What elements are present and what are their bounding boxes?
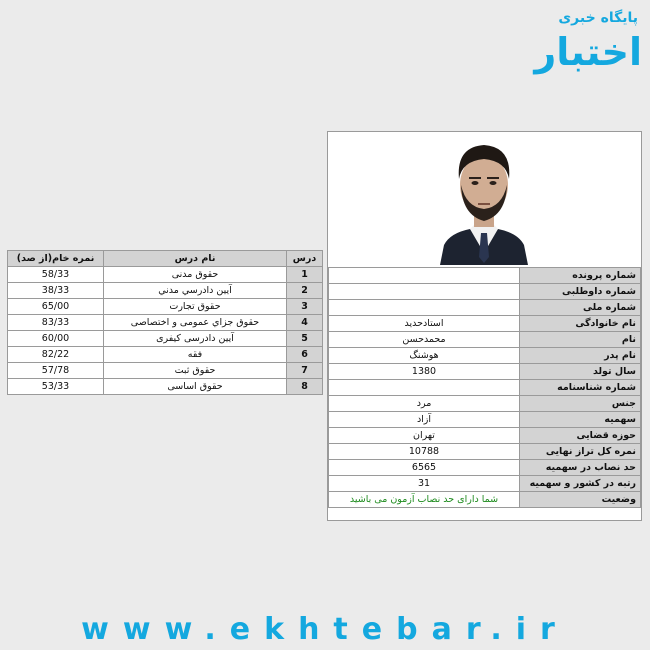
info-row-first-name — [329, 332, 641, 348]
logo-title: اختبار — [534, 30, 642, 74]
info-row-national-id — [329, 300, 641, 316]
info-row-status — [329, 492, 641, 508]
course-number: 4 — [287, 315, 323, 331]
info-label: وضعیت — [520, 492, 641, 508]
info-row-gender — [329, 396, 641, 412]
course-number: 8 — [287, 379, 323, 395]
info-value: 6565 — [329, 460, 520, 476]
courses-table — [7, 250, 323, 395]
info-value: 1380 — [329, 364, 520, 380]
course-number: 7 — [287, 363, 323, 379]
course-name: حقوق جزاي عمومی و اختصاصی — [104, 315, 287, 331]
info-value — [329, 380, 520, 396]
info-value: محمدحسن — [329, 332, 520, 348]
candidate-info-table — [328, 267, 641, 508]
info-row-rank — [329, 476, 641, 492]
info-label: نام پدر — [520, 348, 641, 364]
course-score: 38/33 — [8, 283, 104, 299]
info-row-birth-year — [329, 364, 641, 380]
info-value — [329, 284, 520, 300]
info-value: استادحدید — [329, 316, 520, 332]
course-name: حقوق اساسی — [104, 379, 287, 395]
table-row — [8, 267, 323, 283]
info-value: هوشنگ — [329, 348, 520, 364]
course-score: 58/33 — [8, 267, 104, 283]
header-raw-score: نمره خام(از صد) — [8, 251, 104, 267]
info-label: حوزه قضایی — [520, 428, 641, 444]
info-label: نام خانوادگی — [520, 316, 641, 332]
info-row-quota-threshold — [329, 460, 641, 476]
info-value — [329, 300, 520, 316]
logo-subtitle: پایگاه خبری — [558, 10, 638, 26]
info-row-applicant-number — [329, 284, 641, 300]
course-number: 2 — [287, 283, 323, 299]
courses-header-row — [8, 251, 323, 267]
course-score: 53/33 — [8, 379, 104, 395]
footer-url: www.ekhtebar.ir — [81, 612, 569, 647]
course-number: 6 — [287, 347, 323, 363]
table-row — [8, 379, 323, 395]
course-name: آیین دادرسي مدني — [104, 283, 287, 299]
course-score: 82/22 — [8, 347, 104, 363]
course-score: 83/33 — [8, 315, 104, 331]
course-name: فقه — [104, 347, 287, 363]
info-value: آزاد — [329, 412, 520, 428]
course-name: حقوق مدنی — [104, 267, 287, 283]
info-label: شماره ملی — [520, 300, 641, 316]
info-label: شماره پرونده — [520, 268, 641, 284]
info-row-quota — [329, 412, 641, 428]
site-logo — [530, 10, 642, 82]
table-row — [8, 363, 323, 379]
course-name: حقوق تجارت — [104, 299, 287, 315]
course-number: 1 — [287, 267, 323, 283]
course-score: 60/00 — [8, 331, 104, 347]
info-row-judicial-district — [329, 428, 641, 444]
info-row-final-score — [329, 444, 641, 460]
info-value: 31 — [329, 476, 520, 492]
info-label: رتبه در کشور و سهمیه — [520, 476, 641, 492]
course-name: حقوق ثبت — [104, 363, 287, 379]
info-row-file-number — [329, 268, 641, 284]
course-number: 3 — [287, 299, 323, 315]
profile-card — [327, 131, 642, 521]
candidate-photo — [436, 133, 532, 265]
course-score: 65/00 — [8, 299, 104, 315]
course-name: آیین دادرسی کیفری — [104, 331, 287, 347]
info-label: جنس — [520, 396, 641, 412]
info-value: مرد — [329, 396, 520, 412]
info-label: سال تولد — [520, 364, 641, 380]
table-row — [8, 283, 323, 299]
info-row-last-name — [329, 316, 641, 332]
table-row — [8, 315, 323, 331]
table-row — [8, 299, 323, 315]
table-row — [8, 347, 323, 363]
info-label: حد نصاب در سهمیه — [520, 460, 641, 476]
info-label: سهمیه — [520, 412, 641, 428]
info-label: شماره داوطلبی — [520, 284, 641, 300]
info-value — [329, 268, 520, 284]
photo-frame — [328, 132, 641, 268]
course-score: 57/78 — [8, 363, 104, 379]
info-value: 10788 — [329, 444, 520, 460]
course-number: 5 — [287, 331, 323, 347]
header-course-number: درس — [287, 251, 323, 267]
info-label: نمره کل تراز نهایی — [520, 444, 641, 460]
info-row-father-name — [329, 348, 641, 364]
info-label: نام — [520, 332, 641, 348]
header-course-name: نام درس — [104, 251, 287, 267]
info-row-id-number — [329, 380, 641, 396]
status-message: شما دارای حد نصاب آزمون می باشید — [329, 492, 520, 508]
info-value: تهران — [329, 428, 520, 444]
info-label: شماره شناسنامه — [520, 380, 641, 396]
table-row — [8, 331, 323, 347]
